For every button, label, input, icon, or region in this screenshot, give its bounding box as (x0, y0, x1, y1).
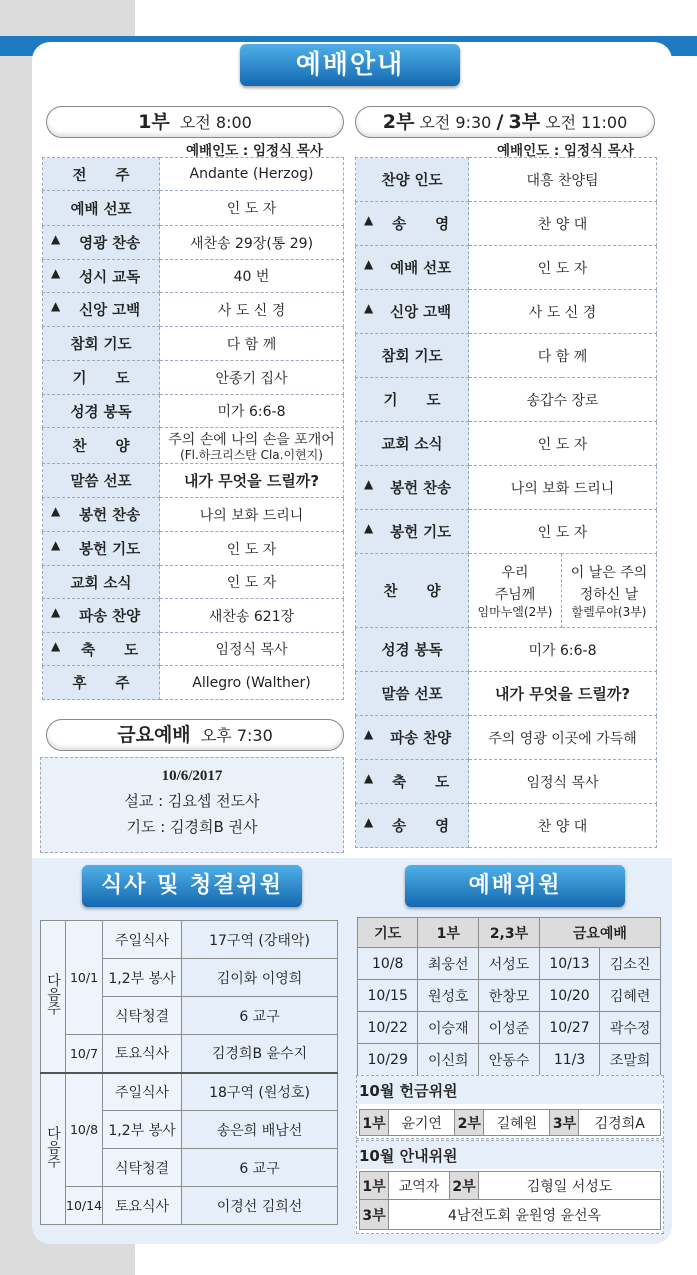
worship-cell: 11/3 (539, 1044, 599, 1076)
meal-row (41, 1073, 338, 1111)
praise-left-note: 임마누엘(2부) (477, 605, 553, 619)
meal-task: 식탁청결 (103, 1149, 182, 1187)
row-value: 미가 6:6-8 (528, 642, 597, 659)
row-value-cell (160, 395, 344, 428)
row-value: 임정식 목사 (526, 774, 599, 791)
row-value-cell (160, 566, 344, 599)
row-label: 성경 봉독 (70, 404, 132, 421)
triangle-icon: ▲ (51, 299, 61, 313)
row-value-cell (160, 158, 344, 191)
program-row (356, 760, 657, 804)
row-value: Allegro (Walther) (192, 674, 311, 691)
praise-right-note: 할렐루야(3부) (571, 605, 647, 619)
meal-banner (82, 865, 302, 907)
service1-table (42, 157, 344, 700)
row-value-cell (160, 361, 344, 395)
row-label-cell (356, 334, 469, 378)
triangle-icon: ▲ (51, 232, 61, 246)
offering-section (356, 1075, 664, 1139)
row-value: 찬 양 대 (537, 818, 588, 835)
worship-cell: 서성도 (479, 948, 540, 980)
row-value-cell (469, 672, 657, 716)
row-label: 찬양 인도 (381, 173, 443, 189)
row-label: 봉헌 기도 (390, 525, 452, 541)
row-value: 인 도 자 (537, 260, 588, 277)
row-label: 말씀 선포 (381, 687, 443, 703)
worship-row (358, 1044, 661, 1076)
row-value-cell (160, 293, 344, 327)
worship-cell: 최웅선 (418, 948, 479, 980)
row-value-cell (160, 633, 344, 666)
service1-time: 오전 8:00 (179, 113, 252, 132)
program-row (356, 202, 657, 246)
worship-cell: 조말희 (600, 1044, 661, 1076)
meal-row (41, 1035, 338, 1073)
worship-cell: 김소진 (600, 948, 661, 980)
row-label: 파송 찬양 (390, 731, 452, 747)
row-value: 다 함 께 (537, 348, 588, 365)
worship-header: 기도 (358, 918, 418, 948)
row-value-cell (160, 428, 344, 464)
program-row (356, 422, 657, 466)
row-value: 주의 손에 나의 손을 포개어 (168, 432, 335, 448)
row-label-cell (43, 395, 160, 428)
triangle-icon: ▲ (364, 301, 374, 315)
program-row (356, 246, 657, 290)
row-label: 봉헌 찬송 (390, 481, 452, 497)
row-label: 성시 교독 (79, 269, 141, 286)
row-label-cell (43, 599, 160, 633)
guide-part3: 3부 (360, 1200, 389, 1230)
meal-task: 토요식사 (103, 1187, 182, 1225)
row-label-cell (43, 532, 160, 566)
row-label: 송 영 (392, 819, 450, 835)
row-value: 주의 영광 이곳에 가득해 (488, 730, 637, 747)
meal-task: 주일식사 (103, 921, 182, 959)
program-row (43, 327, 344, 361)
meal-assignee: 17구역 (강태악) (182, 921, 338, 959)
program-row (43, 498, 344, 532)
meal-date: 10/8 (66, 1073, 103, 1187)
meal-week (41, 1073, 66, 1225)
worship-committee-title: 예배위원 (468, 873, 562, 898)
meal-assignee: 18구역 (원성호) (182, 1073, 338, 1111)
row-value-cell (160, 666, 344, 700)
service1-header (46, 106, 344, 138)
praise-left-line: 주님께 (494, 587, 536, 603)
program-row (43, 226, 344, 260)
worship-cell: 10/22 (358, 1012, 418, 1044)
praise-right-line: 이 날은 주의 (570, 565, 648, 581)
triangle-icon: ▲ (51, 265, 61, 280)
row-label: 찬 양 (72, 439, 130, 455)
program-row (356, 466, 657, 510)
row-value: 사 도 신 경 (217, 302, 286, 319)
row-label: 영광 찬송 (79, 236, 141, 252)
praise-left-cell (469, 554, 562, 628)
row-label-cell (43, 666, 160, 700)
row-label: 참회 기도 (70, 337, 132, 353)
row-label-cell (43, 327, 160, 361)
program-row (43, 158, 344, 191)
friday-prayer: 기도 : 김경희B 권사 (126, 818, 258, 836)
triangle-icon: ▲ (364, 213, 374, 227)
worship-guide-banner (240, 44, 460, 86)
row-value-cell (160, 226, 344, 260)
row-label: 신앙 고백 (79, 303, 141, 319)
meal-task: 1,2부 봉사 (103, 959, 182, 997)
row-value: Andante (Herzog) (189, 166, 314, 182)
worship-cell: 이신희 (418, 1044, 479, 1076)
meal-row (41, 921, 338, 959)
row-value-cell (469, 246, 657, 290)
banner-title: 예배안내 (295, 50, 405, 80)
meal-task: 식탁청결 (103, 997, 182, 1035)
worship-cell: 10/8 (358, 948, 418, 980)
row-label-cell (43, 191, 160, 226)
worship-header: 금요예배 (539, 918, 660, 948)
row-label-cell (356, 422, 469, 466)
worship-header-row (358, 918, 661, 948)
triangle-icon: ▲ (364, 727, 374, 741)
meal-week-label: 다음주 (45, 973, 61, 1016)
row-value: 임정식 목사 (215, 642, 288, 658)
meal-assignee: 송은희 배남선 (182, 1111, 338, 1149)
guide-title: 10월 안내위원 (357, 1141, 663, 1169)
triangle-icon: ▲ (51, 605, 61, 619)
row-label-cell (43, 566, 160, 599)
praise-right-line: 정하신 날 (579, 587, 639, 603)
worship-cell: 김혜련 (600, 980, 661, 1012)
row-label-cell (356, 628, 469, 672)
row-value: 40 번 (233, 269, 270, 285)
worship-row (358, 980, 661, 1012)
row-label-cell (43, 498, 160, 532)
meal-row (41, 1187, 338, 1225)
row-value: 내가 무엇을 드릴까? (183, 472, 320, 490)
triangle-icon: ▲ (51, 538, 61, 552)
service23-header (355, 106, 655, 138)
program-row (356, 804, 657, 848)
service1-leader: 예배인도 : 임정식 목사 (186, 143, 323, 159)
service1-part: 1부 (138, 111, 170, 133)
worship-committee-table (357, 917, 661, 1076)
offering-part3: 3부 (550, 1110, 579, 1136)
praise-row (356, 554, 657, 628)
program-row (43, 361, 344, 395)
service2-part: 2부 (382, 111, 415, 133)
worship-header: 1부 (418, 918, 479, 948)
worship-cell: 10/15 (358, 980, 418, 1012)
triangle-icon: ▲ (51, 638, 61, 653)
row-label-cell (43, 158, 160, 191)
row-value: 인 도 자 (537, 524, 588, 541)
row-label-cell (356, 760, 469, 804)
program-row (43, 633, 344, 666)
program-row (43, 293, 344, 327)
row-value: 나의 보화 드리니 (510, 480, 615, 497)
worship-cell: 안동수 (479, 1044, 540, 1076)
meal-task: 1,2부 봉사 (103, 1111, 182, 1149)
row-label: 참회 기도 (381, 349, 443, 365)
row-label: 전 주 (72, 167, 130, 184)
service-separator: / (496, 111, 504, 133)
meal-title: 식사 및 청결위원 (100, 873, 284, 898)
row-value-cell (160, 260, 344, 293)
program-row (356, 290, 657, 334)
service23-table (355, 157, 657, 848)
row-value-cell (469, 760, 657, 804)
program-row (43, 464, 344, 498)
program-row (43, 428, 344, 464)
triangle-icon: ▲ (364, 815, 374, 829)
row-label-cell (356, 290, 469, 334)
row-value-cell (469, 466, 657, 510)
row-value: 미가 6:6-8 (217, 404, 286, 420)
row-value-cell (469, 716, 657, 760)
row-value: 인 도 자 (537, 436, 588, 453)
worship-cell: 10/27 (539, 1012, 599, 1044)
program-row (356, 334, 657, 378)
meal-task: 주일식사 (103, 1073, 182, 1111)
triangle-icon: ▲ (364, 521, 374, 535)
row-label: 신앙 고백 (390, 305, 452, 321)
guide-name2: 김형일 서성도 (479, 1172, 661, 1200)
friday-box (40, 757, 344, 853)
triangle-icon: ▲ (364, 257, 374, 271)
row-label-cell (43, 428, 160, 464)
worship-cell: 한창모 (479, 980, 540, 1012)
row-label: 파송 찬양 (79, 609, 141, 625)
meal-week (41, 921, 66, 1073)
row-value: 새찬송 29장(통 29) (189, 235, 314, 252)
row-label: 교회 소식 (381, 437, 443, 453)
friday-sermon: 설교 : 김요셉 전도사 (124, 792, 260, 810)
row-label-cell (356, 716, 469, 760)
row-label: 봉헌 기도 (79, 542, 141, 558)
row-label: 말씀 선포 (70, 474, 132, 490)
guide-part1: 1부 (360, 1172, 389, 1200)
program-row (356, 628, 657, 672)
triangle-icon: ▲ (51, 504, 61, 518)
program-row (356, 716, 657, 760)
row-value: 내가 무엇을 드릴까? (494, 685, 631, 703)
friday-date: 10/6/2017 (161, 768, 223, 784)
row-value: 새찬송 621장 (208, 608, 295, 625)
row-value: 나의 보화 드리니 (199, 507, 304, 524)
worship-header: 2,3부 (479, 918, 540, 948)
row-label: 교회 소식 (70, 575, 132, 592)
meal-assignee: 6 교구 (182, 1149, 338, 1187)
row-value-cell (160, 464, 344, 498)
worship-row (358, 1012, 661, 1044)
row-label-cell (43, 226, 160, 260)
worship-cell: 10/20 (539, 980, 599, 1012)
row-label-cell (43, 464, 160, 498)
row-label-cell (356, 804, 469, 848)
row-label-cell (356, 158, 469, 202)
row-value-cell (160, 327, 344, 361)
row-label-cell (43, 361, 160, 395)
row-value-cell (469, 334, 657, 378)
row-value-cell (160, 191, 344, 226)
meal-assignee: 이경선 김희선 (182, 1187, 338, 1225)
praise-right-cell (562, 554, 657, 628)
worship-cell: 10/29 (358, 1044, 418, 1076)
guide-name3: 4남전도회 윤원영 윤선옥 (389, 1200, 661, 1230)
worship-cell: 10/13 (539, 948, 599, 980)
guide-section (356, 1140, 664, 1234)
row-label-cell (43, 260, 160, 293)
meal-table (40, 920, 338, 1225)
row-value-cell (469, 290, 657, 334)
row-value: 찬 양 대 (537, 216, 588, 233)
row-label-cell (356, 672, 469, 716)
worship-cell: 이승재 (418, 1012, 479, 1044)
row-label-cell (43, 633, 160, 666)
row-value: 인 도 자 (226, 575, 277, 591)
row-label-cell (356, 510, 469, 554)
row-value-cell (469, 510, 657, 554)
row-label: 봉헌 찬송 (79, 508, 141, 524)
row-label: 예배 선포 (70, 201, 132, 218)
guide-table (359, 1171, 661, 1230)
row-value-cell (469, 202, 657, 246)
row-value-cell (469, 158, 657, 202)
row-label-cell (356, 554, 469, 628)
program-row (356, 158, 657, 202)
worship-cell: 원성호 (418, 980, 479, 1012)
row-label-cell (43, 293, 160, 327)
row-label: 성경 봉독 (381, 643, 443, 659)
guide-name1: 교역자 (389, 1172, 450, 1200)
worship-cell: 곽수정 (600, 1012, 661, 1044)
row-label: 축 도 (81, 642, 139, 659)
offering-part1: 1부 (360, 1110, 389, 1136)
service3-part: 3부 (508, 111, 541, 133)
meal-task: 토요식사 (103, 1035, 182, 1073)
row-value-cell (469, 378, 657, 422)
worship-row (358, 948, 661, 980)
friday-time: 오후 7:30 (200, 726, 273, 745)
row-value: 인 도 자 (226, 201, 277, 217)
row-label: 후 주 (72, 676, 130, 692)
guide-part2: 2부 (450, 1172, 479, 1200)
praise-left-line: 우리 (501, 565, 529, 581)
program-row (43, 395, 344, 428)
row-value: 사 도 신 경 (528, 304, 597, 321)
row-value: 다 함 께 (226, 336, 277, 353)
row-value-cell (469, 628, 657, 672)
triangle-icon: ▲ (364, 477, 374, 491)
service2-time: 오전 9:30 (419, 113, 492, 132)
row-label: 축 도 (392, 775, 450, 791)
offering-name2: 길혜원 (484, 1110, 550, 1136)
worship-cell: 이성준 (479, 1012, 540, 1044)
worship-committee-banner (405, 865, 625, 907)
offering-name3: 김경희A (579, 1110, 661, 1136)
offering-title: 10월 헌금위원 (357, 1076, 663, 1104)
row-label: 기 도 (72, 371, 130, 387)
meal-assignee: 김이화 이영희 (182, 959, 338, 997)
row-value-cell (160, 498, 344, 532)
row-value: 대흥 찬양팀 (526, 172, 599, 189)
offering-table (359, 1109, 661, 1136)
meal-date: 10/1 (66, 921, 103, 1035)
program-row (43, 666, 344, 700)
row-label: 송 영 (392, 217, 450, 233)
row-value: 인 도 자 (226, 541, 277, 558)
friday-header (46, 719, 344, 751)
offering-name1: 윤기연 (389, 1110, 455, 1136)
program-row (356, 672, 657, 716)
row-label: 예배 선포 (390, 261, 452, 277)
program-row (43, 191, 344, 226)
meal-date: 10/14 (66, 1187, 103, 1225)
row-label-cell (356, 202, 469, 246)
program-row (43, 260, 344, 293)
program-row (43, 532, 344, 566)
row-label: 기 도 (383, 393, 441, 409)
meal-date: 10/7 (66, 1035, 103, 1073)
meal-week-label: 다음주 (45, 1125, 61, 1168)
triangle-icon: ▲ (364, 771, 374, 785)
program-row (43, 566, 344, 599)
friday-title: 금요예배 (117, 724, 191, 746)
row-value: 안종기 집사 (215, 370, 288, 387)
row-subvalue: (Fl.하크리스탄 Cla.이현지) (180, 448, 323, 462)
offering-part2: 2부 (455, 1110, 484, 1136)
row-label-cell (356, 378, 469, 422)
row-value-cell (469, 804, 657, 848)
meal-assignee: 6 교구 (182, 997, 338, 1035)
row-value-cell (469, 422, 657, 466)
service23-leader: 예배인도 : 임정식 목사 (497, 143, 634, 159)
program-row (356, 510, 657, 554)
program-row (356, 378, 657, 422)
row-label-cell (356, 246, 469, 290)
program-row (43, 599, 344, 633)
row-label: 찬 양 (383, 584, 441, 600)
row-label-cell (356, 466, 469, 510)
meal-assignee: 김경희B 윤수지 (182, 1035, 338, 1073)
service3-time: 오전 11:00 (545, 113, 628, 132)
row-value-cell (160, 532, 344, 566)
row-value-cell (160, 599, 344, 633)
row-value: 송갑수 장로 (526, 392, 599, 409)
